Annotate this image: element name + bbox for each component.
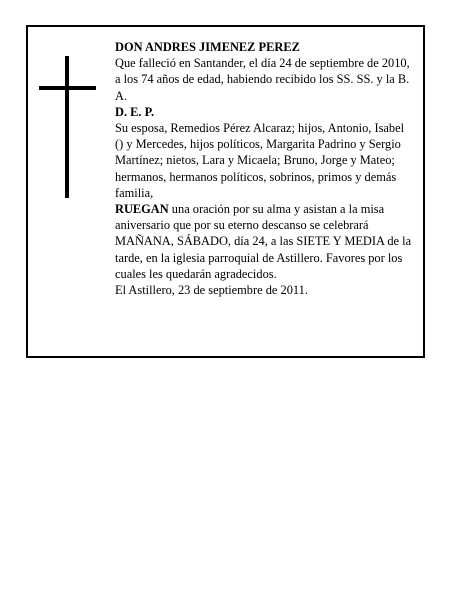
notice-text	[115, 39, 415, 298]
ruegan-word: RUEGAN	[115, 202, 169, 217]
mass-request	[115, 201, 415, 282]
mass-details: una oración por su alma y asistan a la misa aniversario que por su eterno descanso se celebrará MAÑANA, SÁBADO, día 24, a las SIETE Y MEDIA de la tarde, en la iglesia parroquial de Astillero. Favores por los cuales les quedarán agradecidos.	[115, 202, 412, 281]
cross-vertical-bar	[65, 56, 69, 198]
obituary-notice	[26, 25, 425, 358]
cross-icon	[28, 27, 108, 227]
deceased-name: DON ANDRES JIMENEZ PEREZ	[115, 40, 300, 54]
place-date: El Astillero, 23 de septiembre de 2011.	[115, 283, 308, 298]
death-details: Que falleció en Santander, el día 24 de septiembre de 2010, a los 74 años de edad, habiendo recibido los SS. SS. y la B. A.	[115, 56, 410, 103]
family-list: Su esposa, Remedios Pérez Alcaraz; hijos, Antonio, Isabel () y Mercedes, hijos políticos, Margarita Padrino y Sergio Martínez; nietos, Lara y Micaela; Bruno, Jorge y Mateo; hermanos, hermanos políticos, sobrinos, primos y demás familia,	[115, 121, 405, 200]
rest-in-peace: D. E. P.	[115, 104, 155, 119]
cross-horizontal-bar	[39, 86, 96, 90]
